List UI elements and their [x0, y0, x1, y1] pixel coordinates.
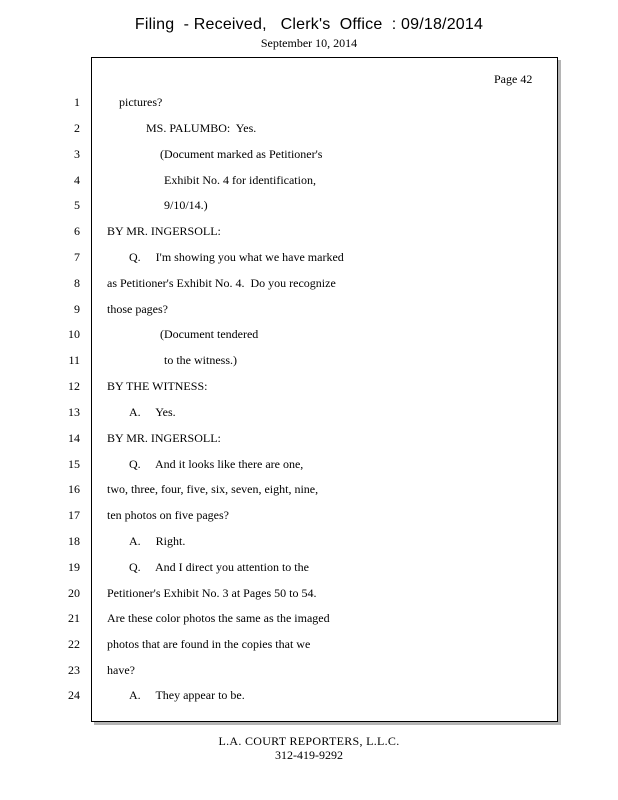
- transcript-line: two, three, four, five, six, seven, eight, nine,: [107, 482, 319, 496]
- line-number: 6: [74, 224, 80, 238]
- transcript-line: (Document marked as Petitioner's: [160, 147, 323, 161]
- transcript-line: BY MR. INGERSOLL:: [107, 224, 221, 238]
- line-number: 24: [68, 688, 80, 702]
- transcript-line: photos that are found in the copies that we: [107, 637, 311, 651]
- page-number: Page 42: [494, 72, 533, 86]
- line-number: 21: [68, 611, 80, 625]
- transcript-line: BY THE WITNESS:: [107, 379, 208, 393]
- line-number: 12: [68, 379, 80, 393]
- line-number: 7: [74, 250, 80, 264]
- transcript-line: MS. PALUMBO: Yes.: [146, 121, 257, 135]
- transcript-line: to the witness.): [164, 353, 237, 367]
- line-number: 19: [68, 560, 80, 574]
- footer-company: L.A. COURT REPORTERS, L.L.C.: [218, 734, 400, 748]
- line-number: 20: [68, 586, 80, 600]
- transcript-line: Q. I'm showing you what we have marked: [129, 250, 344, 264]
- transcript-line: Exhibit No. 4 for identification,: [164, 173, 316, 187]
- transcript-line: BY MR. INGERSOLL:: [107, 431, 221, 445]
- transcript-line: A. They appear to be.: [129, 688, 245, 702]
- transcript-line: ten photos on five pages?: [107, 508, 229, 522]
- line-number: 23: [68, 663, 80, 677]
- line-number: 4: [74, 173, 80, 187]
- line-number: 14: [68, 431, 80, 445]
- footer-phone: 312-419-9292: [275, 748, 343, 762]
- line-number: 13: [68, 405, 80, 419]
- transcript-date: September 10, 2014: [260, 36, 358, 50]
- transcript-line: Q. And it looks like there are one,: [129, 457, 304, 471]
- transcript-line: pictures?: [119, 95, 163, 109]
- line-number: 22: [68, 637, 80, 651]
- transcript-line: 9/10/14.): [164, 198, 208, 212]
- transcript-line: Petitioner's Exhibit No. 3 at Pages 50 to 54.: [107, 586, 317, 600]
- line-number: 2: [74, 121, 80, 135]
- line-number: 9: [74, 302, 80, 316]
- line-number: 17: [68, 508, 80, 522]
- line-number: 15: [68, 457, 80, 471]
- line-number: 18: [68, 534, 80, 548]
- transcript-line: (Document tendered: [160, 327, 259, 341]
- line-number: 16: [68, 482, 80, 496]
- line-number: 10: [68, 327, 80, 341]
- filing-stamp: Filing - Received, Clerk's Office : 09/18/2014: [134, 16, 484, 33]
- line-number: 5: [74, 198, 80, 212]
- transcript-line: those pages?: [107, 302, 168, 316]
- line-number: 8: [74, 276, 80, 290]
- line-number: 1: [74, 95, 80, 109]
- line-number: 3: [74, 147, 80, 161]
- transcript-line: as Petitioner's Exhibit No. 4. Do you recognize: [107, 276, 336, 290]
- transcript-line: Q. And I direct you attention to the: [129, 560, 309, 574]
- transcript-line: A. Yes.: [129, 405, 176, 419]
- transcript-line: have?: [107, 663, 135, 677]
- line-number: 11: [68, 353, 80, 367]
- transcript-line: Are these color photos the same as the imaged: [107, 611, 330, 625]
- transcript-line: A. Right.: [129, 534, 186, 548]
